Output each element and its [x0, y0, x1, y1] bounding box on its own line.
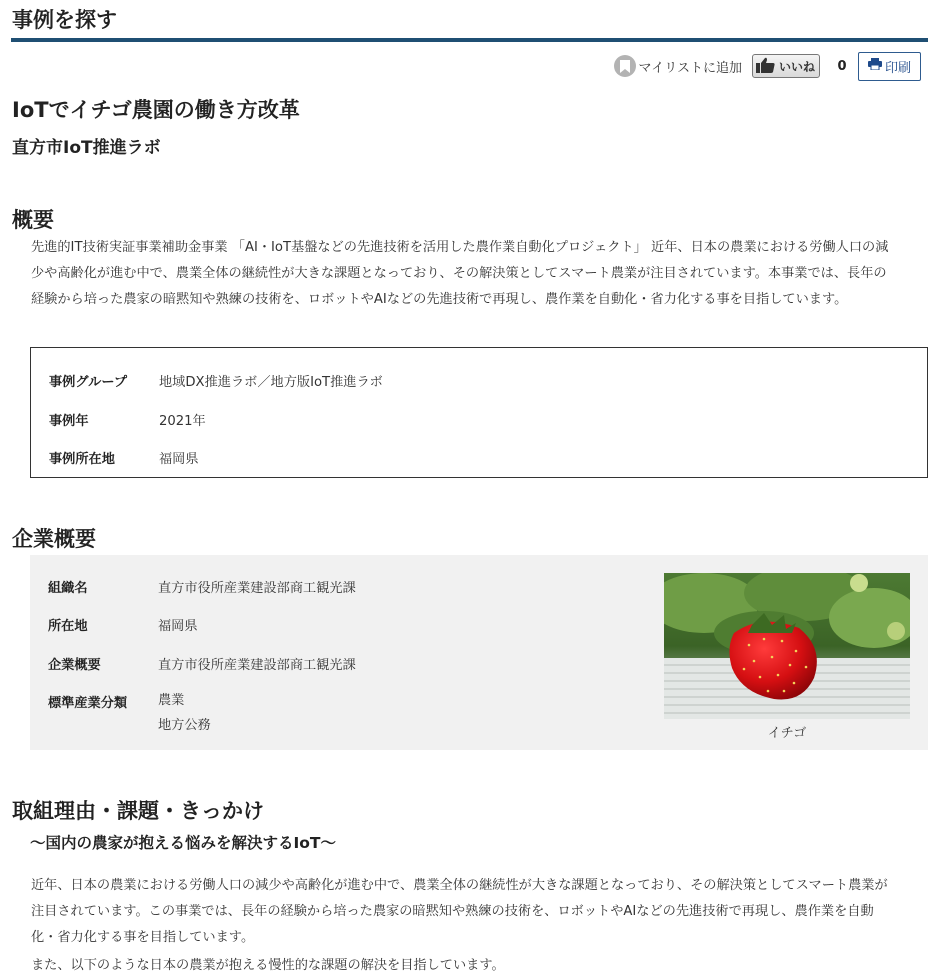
- reason-heading: 取組理由・課題・きっかけ: [12, 799, 264, 823]
- overview-line: 先進的IT技術実証事業補助金事業 「AI・IoT基盤などの先進技術を活用した農作業自動化プロジェクト」 近年、日本の農業における労働人口の減: [31, 240, 889, 255]
- company-value: 福岡県: [158, 619, 198, 634]
- case-info-box: [30, 347, 928, 478]
- company-panel: [30, 555, 928, 750]
- industry-item: 地方公務: [158, 718, 211, 733]
- company-value: [158, 688, 211, 738]
- bookmark-icon: [614, 55, 636, 77]
- like-button[interactable]: [752, 54, 820, 78]
- info-label: 事例所在地: [49, 452, 115, 467]
- thumbs-up-icon: [756, 57, 776, 76]
- reason-line: 注目されています。この事業では、長年の経験から培った農家の暗黙知や熟練の技術を、ロボットやAIなどの先進技術で再現し、農作業を自動: [31, 904, 874, 919]
- add-to-mylist-button[interactable]: [614, 55, 742, 77]
- mylist-label: マイリストに追加: [638, 60, 742, 76]
- company-label: 組織名: [48, 581, 88, 596]
- overview-line: 少や高齢化が進む中で、農業全体の継続性が大きな課題となっており、その解決策としてスマート農業が注目されています。本事業では、長年の: [31, 266, 887, 281]
- action-toolbar: [614, 51, 922, 81]
- reason-line: 近年、日本の農業における労働人口の減少や高齢化が進む中で、農業全体の継続性が大きな課題となっており、その解決策としてスマート農業が: [31, 878, 888, 893]
- company-value: 直方市役所産業建設部商工観光課: [158, 581, 356, 596]
- overview-heading: 概要: [12, 208, 54, 232]
- company-value: 直方市役所産業建設部商工観光課: [158, 658, 356, 673]
- title-divider: [11, 38, 928, 42]
- company-row: [48, 577, 356, 596]
- like-label: いいね: [778, 59, 815, 74]
- industry-item: 農業: [158, 693, 185, 708]
- print-button[interactable]: [858, 52, 921, 81]
- printer-icon: [868, 58, 882, 74]
- company-row: [48, 654, 356, 673]
- reason-text: [31, 873, 931, 977]
- info-value: 地域DX推進ラボ／地方版IoT推進ラボ: [159, 375, 383, 390]
- reason-line: また、以下のような日本の農業が抱える慢性的な課題の解決を目指しています。: [31, 958, 505, 973]
- print-label: 印刷: [884, 60, 911, 76]
- company-row: [48, 692, 211, 738]
- overview-line: 経験から培った農家の暗黙知や熟練の技術を、ロボットやAIなどの先進技術で再現し、農作業を自動化・省力化する事を目指しています。: [31, 292, 848, 307]
- case-title: IoTでイチゴ農園の働き方改革: [12, 98, 300, 122]
- company-label: 企業概要: [48, 658, 101, 673]
- info-row: [49, 448, 199, 467]
- info-row: [49, 371, 383, 390]
- company-label: 所在地: [48, 619, 88, 634]
- photo-caption: イチゴ: [767, 726, 807, 741]
- reason-line: 化・省力化する事を目指しています。: [31, 930, 255, 945]
- info-label: 事例年: [49, 414, 89, 429]
- like-count: 0: [837, 58, 847, 74]
- info-value: 福岡県: [159, 452, 199, 467]
- info-row: [49, 410, 206, 429]
- company-row: [48, 615, 198, 634]
- info-value: 2021年: [159, 414, 206, 429]
- reason-subheading: 〜国内の農家が抱える悩みを解決するIoT〜: [30, 834, 336, 852]
- strawberry-photo: [664, 573, 910, 719]
- company-label: 標準産業分類: [48, 696, 128, 711]
- case-subtitle: 直方市IoT推進ラボ: [12, 138, 161, 158]
- page-title: 事例を探す: [12, 8, 117, 32]
- company-heading: 企業概要: [12, 527, 96, 551]
- info-label: 事例グループ: [49, 375, 128, 390]
- overview-text: [31, 235, 931, 313]
